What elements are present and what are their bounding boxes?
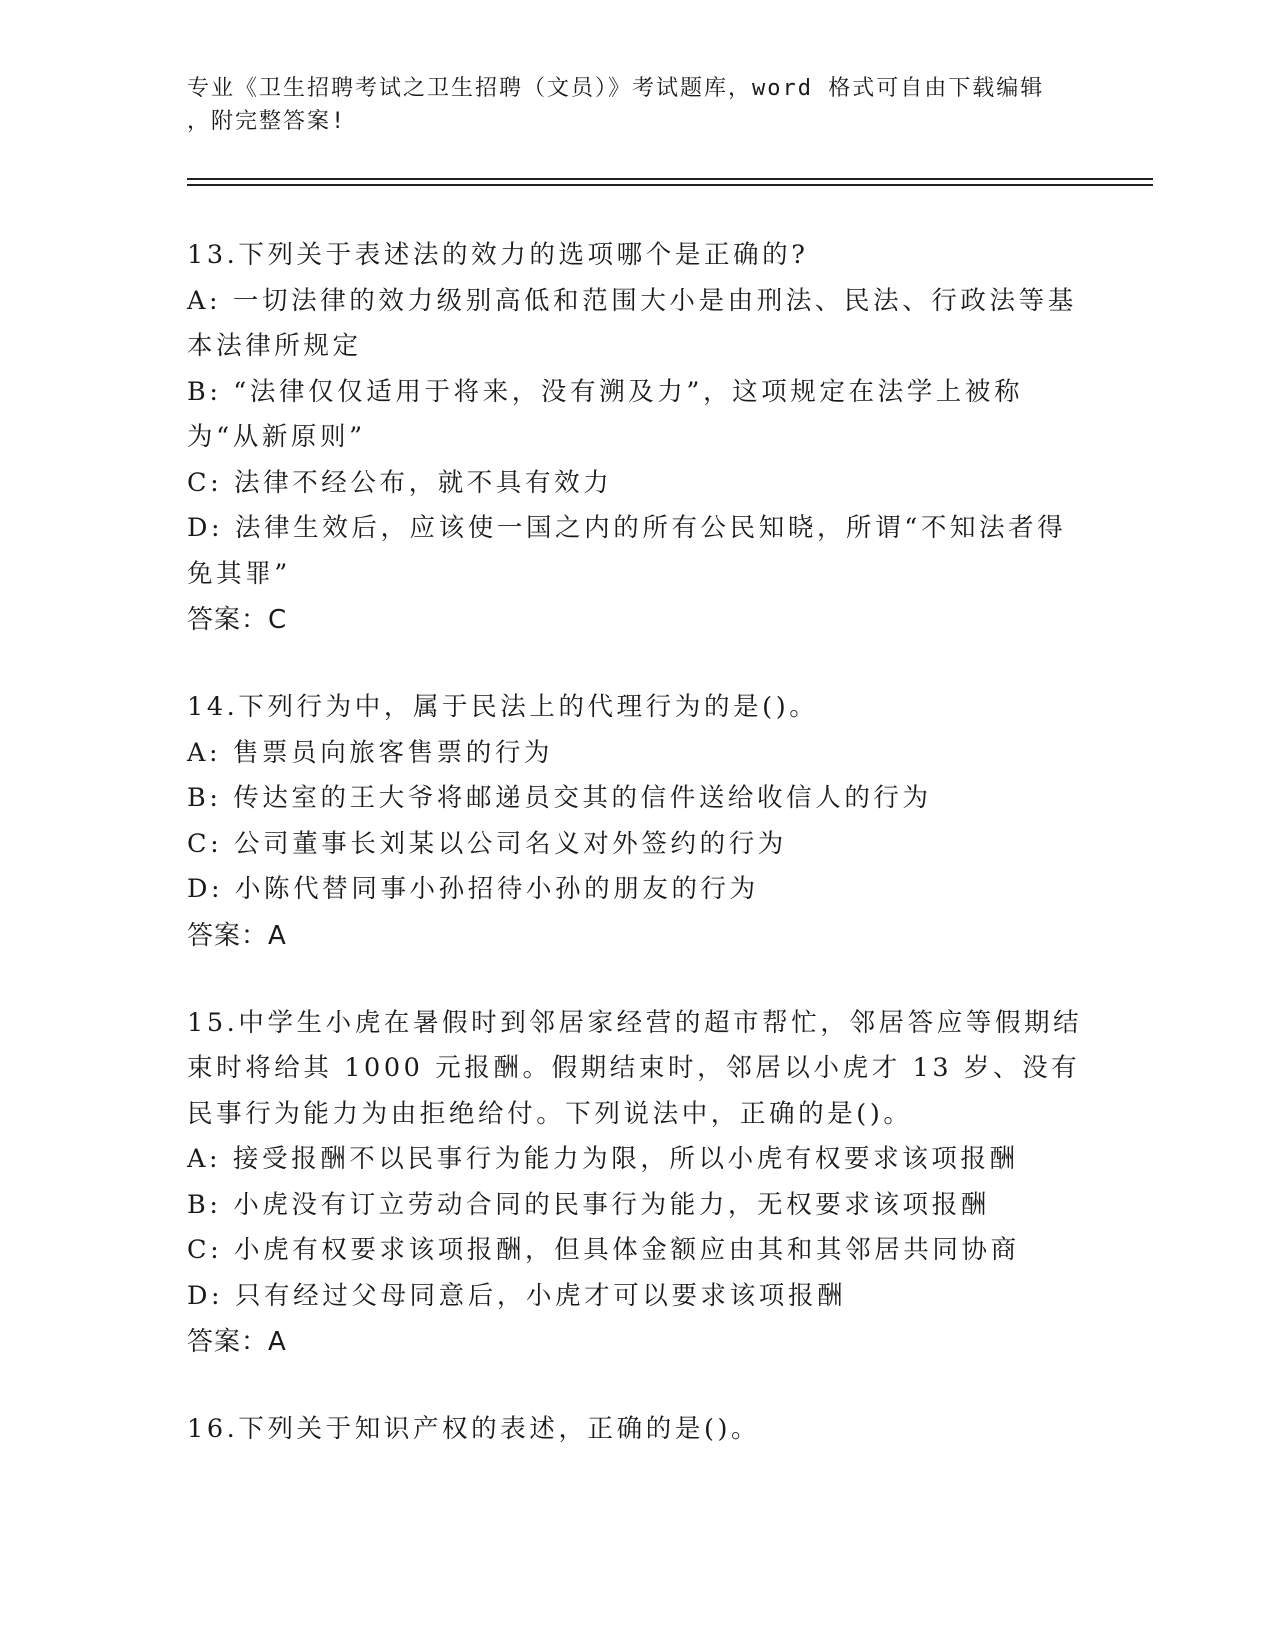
header-divider-top — [187, 178, 1153, 180]
question-13 — [187, 233, 1087, 643]
header-line-2: ，附完整答案! — [187, 109, 347, 134]
option-a: A: 售票员向旅客售票的行为 — [187, 737, 554, 768]
option-d: D: 只有经过父母同意后，小虎才可以要求该项报酬 — [187, 1280, 847, 1311]
option-c: C: 公司董事长刘某以公司名义对外签约的行为 — [187, 828, 787, 859]
option-a: A: 一切法律的效力级别高低和范围大小是由刑法、民法、行政法等基本法律所规定 — [187, 285, 1077, 361]
option-c: C: 小虎有权要求该项报酬，但具体金额应由其和其邻居共同协商 — [187, 1235, 1020, 1265]
option-d: D: 法律生效后，应该使一国之内的所有公民知晓，所谓“不知法者得免其罪” — [187, 513, 1067, 589]
answer-label: 答案：C — [187, 605, 288, 635]
option-d: D: 小陈代替同事小孙招待小孙的朋友的行为 — [187, 874, 759, 904]
question-15 — [187, 1001, 1087, 1366]
document-header — [187, 72, 1067, 138]
option-b: B: 传达室的王大爷将邮递员交其的信件送给收信人的行为 — [187, 783, 932, 813]
option-b: B: “法律仅仅适用于将来，没有溯及力”，这项规定在法学上被称为“从新原则” — [187, 376, 1024, 452]
question-stem: 14.下列行为中，属于民法上的代理行为的是()。 — [187, 692, 819, 722]
question-14 — [187, 685, 1087, 959]
option-c: C: 法律不经公布，就不具有效力 — [187, 467, 613, 498]
answer-label: 答案：A — [187, 1327, 287, 1357]
option-b: B: 小虎没有订立劳动合同的民事行为能力，无权要求该项报酬 — [187, 1189, 990, 1220]
question-stem: 16.下列关于知识产权的表述，正确的是()。 — [187, 1414, 761, 1444]
question-16 — [187, 1407, 1087, 1453]
header-divider-bottom — [187, 184, 1153, 186]
question-list — [187, 233, 1087, 1495]
question-stem: 15.中学生小虎在暑假时到邻居家经营的超市帮忙，邻居答应等假期结束时将给其 1000 元报酬。假期结束时，邻居以小虎才 13 岁、没有民事行为能力为由拒绝给付。下列说法中，正确的是()。 — [187, 1007, 1083, 1129]
question-stem: 13.下列关于表述法的效力的选项哪个是正确的? — [187, 240, 809, 270]
answer-label: 答案：A — [187, 920, 287, 951]
header-line-1: 专业《卫生招聘考试之卫生招聘（文员）》考试题库，word 格式可自由下载编辑 — [187, 76, 1045, 101]
option-a: A: 接受报酬不以民事行为能力为限，所以小虎有权要求该项报酬 — [187, 1144, 1019, 1174]
